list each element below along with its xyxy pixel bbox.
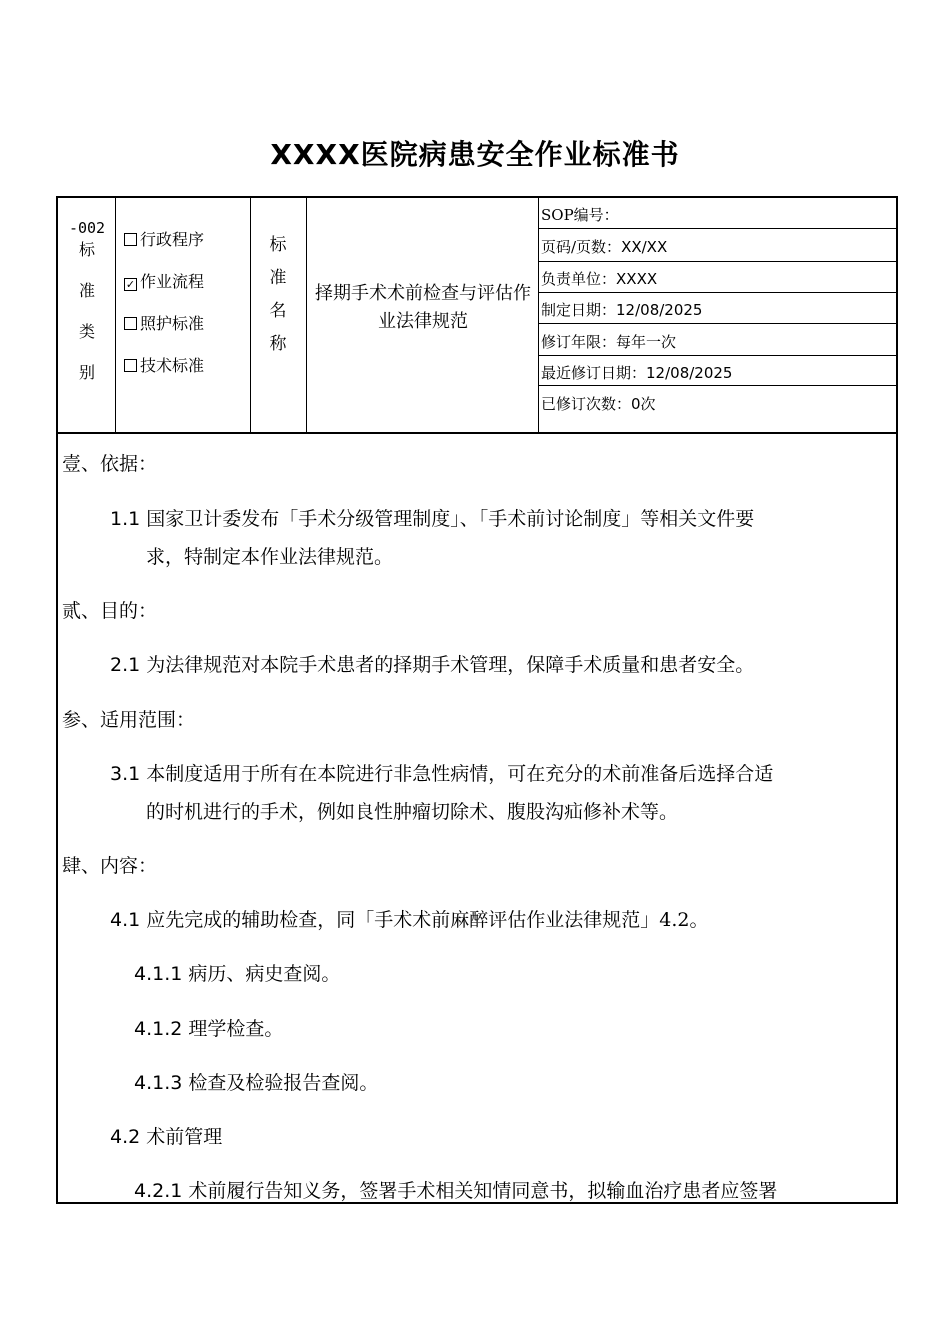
type-option-technical[interactable]: 技术标准 (124, 354, 204, 396)
section-scope-title: 参、适用范围： (62, 709, 196, 731)
checkbox-unchecked-icon[interactable] (124, 317, 137, 330)
type-option-workflow[interactable]: ✓ 作业流程 (125, 272, 205, 291)
paragraph-4-1-3: 4.1.3 检查及检验报告查阅。 (134, 1072, 379, 1094)
paragraph-4-2-1: 4.2.1 术前履行告知义务，签署手术相关知情同意书，拟输血治疗患者应签署 (134, 1180, 778, 1202)
document-title: XXXX医院病患安全作业标准书 (270, 138, 680, 171)
paragraph-3-1-cont: 的时机进行的手术，例如良性肿瘤切除术、腹股沟疝修补术等。 (146, 801, 679, 823)
paragraph-3-1: 3.1 本制度适用于所有在本院进行非急性病情，可在充分的术前准备后选择合适 (110, 763, 774, 785)
section-purpose-title: 贰、目的： (62, 600, 158, 622)
info-page: 页码/页数：XX/XX (541, 238, 668, 256)
category-label: 标 准 类 别 (78, 240, 95, 382)
info-revision-count: 已修订次数：0次 (541, 395, 656, 413)
paragraph-4-1-1: 4.1.1 病历、病史查阅。 (134, 963, 341, 985)
type-options (124, 228, 204, 396)
info-unit: 负责单位：XXXX (541, 270, 658, 288)
sop-header-table (58, 198, 896, 434)
info-sop-number: SOP编号： (541, 206, 619, 224)
checkbox-unchecked-icon[interactable] (124, 233, 137, 246)
paragraph-1-1-cont: 求，特制定本作业法律规范。 (146, 546, 394, 568)
paragraph-4-1: 4.1 应先完成的辅助检查，同「手术术前麻醉评估作业法律规范」4.2。 (110, 909, 709, 931)
checkbox-unchecked-icon[interactable] (124, 359, 137, 372)
type-option-care[interactable]: 照护标准 (124, 312, 204, 354)
paragraph-2-1: 2.1 为法律规范对本院手术患者的择期手术管理，保障手术质量和患者安全。 (110, 654, 755, 676)
standard-name: 择期手术术前检查与评估作业法律规范 (315, 283, 531, 332)
paragraph-1-1: 1.1 国家卫计委发布「手术分级管理制度」、「手术前讨论制度」等相关文件要 (110, 508, 755, 530)
checkbox-checked-icon[interactable]: ✓ (125, 278, 136, 291)
info-revision-cycle: 修订年限：每年一次 (541, 333, 677, 351)
sop-code: -002 (68, 219, 106, 237)
paragraph-4-1-2: 4.1.2 理学检查。 (134, 1018, 284, 1040)
name-label: 标 准 名 称 (269, 235, 287, 354)
info-created-date: 制定日期：12/08/2025 (541, 301, 703, 319)
type-option-admin[interactable]: 行政程序 (124, 228, 204, 270)
sop-frame (56, 196, 898, 1204)
section-content-title: 肆、内容： (62, 855, 158, 877)
category-column (58, 218, 116, 404)
info-last-revised: 最近修订日期：12/08/2025 (541, 364, 733, 382)
paragraph-4-2: 4.2 术前管理 (110, 1126, 223, 1148)
section-basis-title: 壹、依据： (62, 453, 158, 475)
